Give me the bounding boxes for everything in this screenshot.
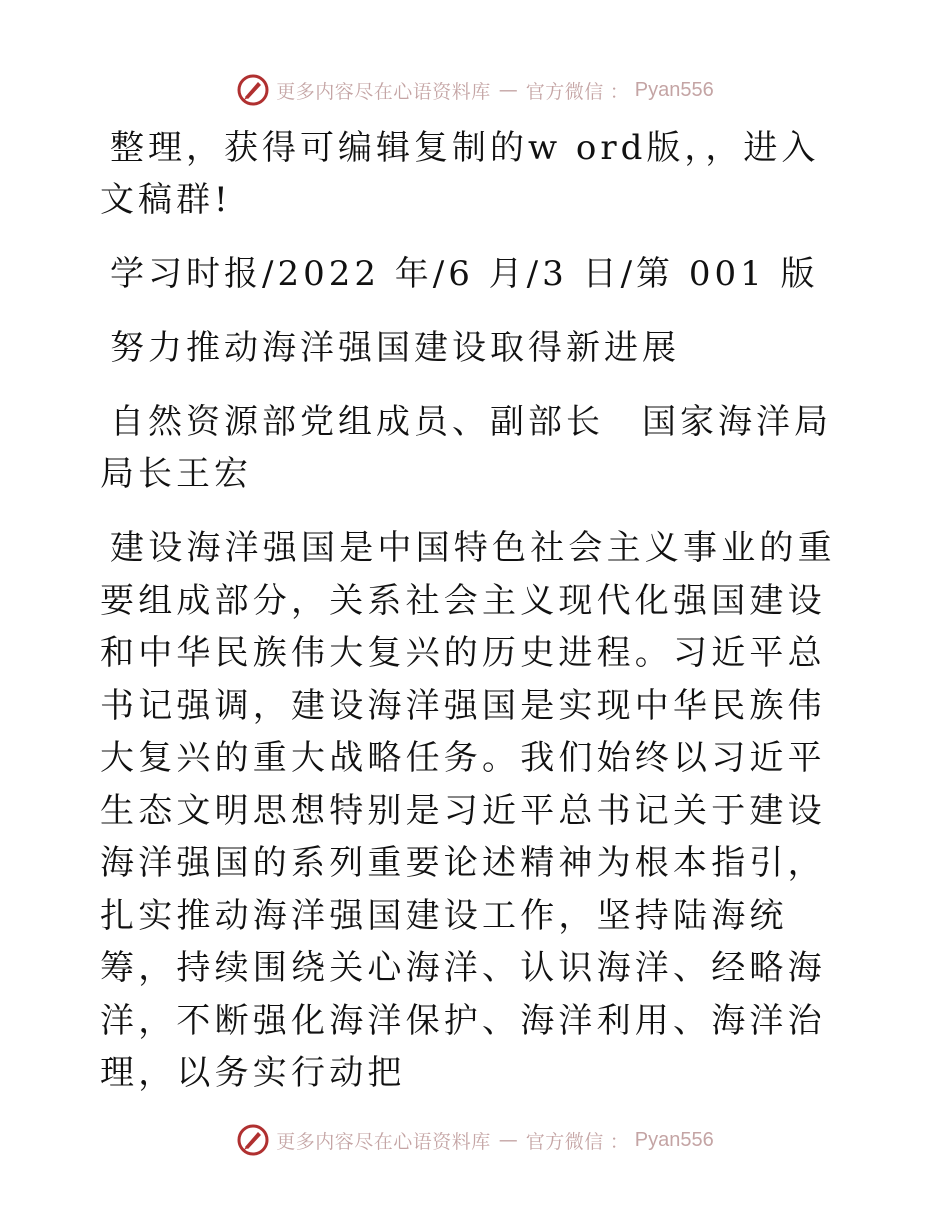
- brush-logo-icon: [236, 73, 270, 107]
- article-author: 自然资源部党组成员、副部长 国家海洋局局长王宏: [100, 402, 832, 494]
- watermark-dash: —: [498, 79, 518, 101]
- watermark-site-text: 更多内容尽在心语资料库: [276, 80, 491, 103]
- watermark-wechat-label: 官方微信: [525, 1130, 604, 1153]
- watermark-footer: [0, 1120, 950, 1160]
- watermark-wechat-id: Pyan556: [634, 78, 714, 101]
- watermark-wechat-id: Pyan556: [634, 1128, 714, 1151]
- watermark-dash: —: [498, 1129, 518, 1151]
- article-body-paragraph: 建设海洋强国是中国特色社会主义事业的重要组成部分，关系社会主义现代化强国建设和中华民族伟大复兴的历史进程。习近平总书记强调，建设海洋强国是实现中华民族伟大复兴的重大战略任务。我们始终以习近平生态文明思想特别是习近平总书记关于建设海洋强国的系列重要论述精神为根本指引，扎实推动海洋强国建设工作，坚持陆海统筹，持续围绕关心海洋、认识海洋、经略海洋，不断强化海洋保护、海洋利用、海洋治理，以务实行动把: [100, 528, 836, 1093]
- article-headline: 努力推动海洋强国建设取得新进展: [110, 328, 680, 368]
- watermark-site-text: 更多内容尽在心语资料库: [276, 1130, 491, 1153]
- intro-note: 整理，获得可编辑复制的w ord版，，进入文稿群!: [100, 128, 820, 220]
- brush-logo-icon: [236, 1123, 270, 1157]
- watermark-wechat-label: 官方微信: [525, 80, 604, 103]
- watermark-separator: ：: [609, 80, 629, 103]
- watermark-separator: ：: [609, 1130, 629, 1153]
- watermark-header: [0, 70, 950, 110]
- document-body: [100, 122, 852, 1122]
- source-line: 学习时报/2022 年/6 月/3 日/第 001 版: [110, 254, 819, 294]
